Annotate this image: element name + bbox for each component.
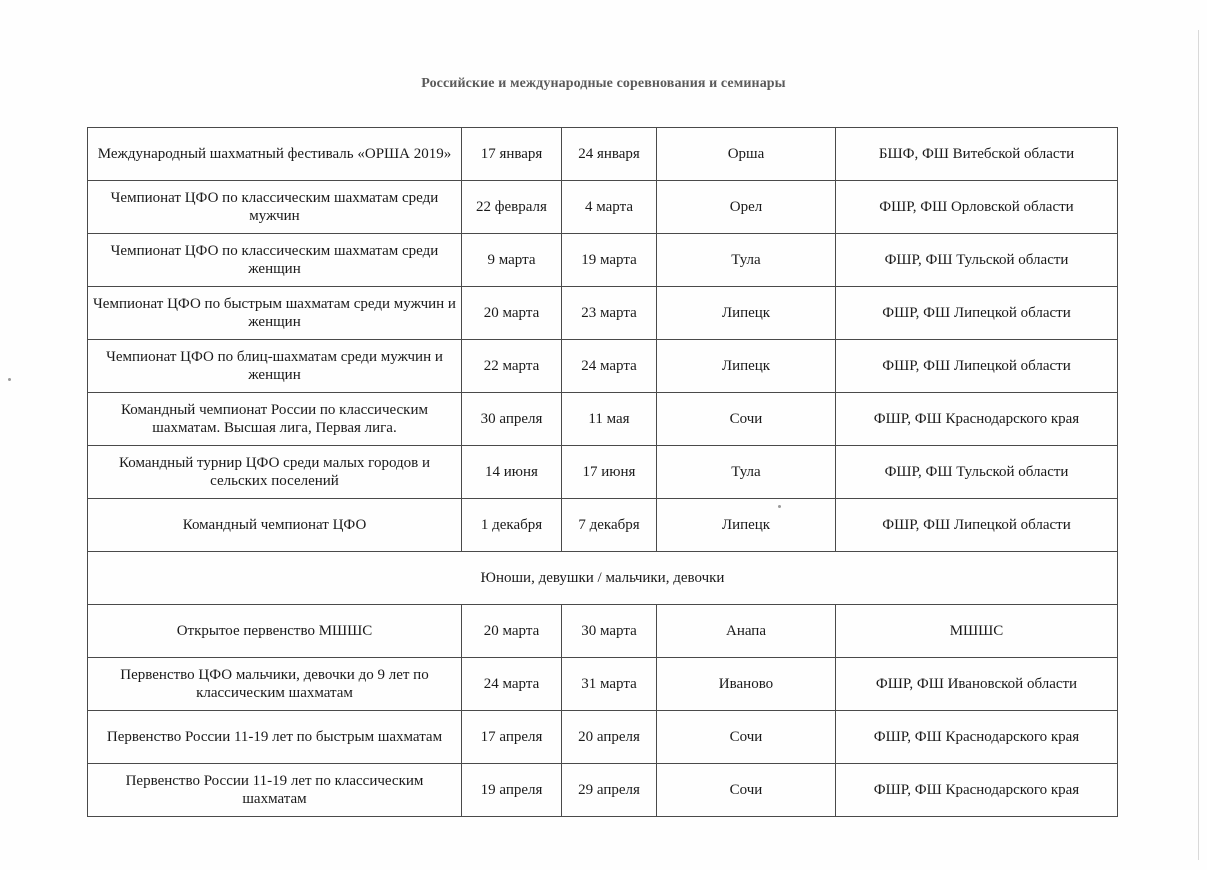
- event-name-cell: Чемпионат ЦФО по блиц-шахматам среди мужчин и женщин: [88, 340, 462, 393]
- start-date-cell: 22 февраля: [462, 181, 562, 234]
- start-date-cell: 1 декабря: [462, 499, 562, 552]
- organizer-cell: ФШР, ФШ Липецкой области: [836, 340, 1118, 393]
- start-date-cell: 9 марта: [462, 234, 562, 287]
- document-title: Российские и международные соревнования и семинары: [421, 76, 786, 91]
- table-row: [88, 711, 1118, 764]
- start-date-cell: 24 марта: [462, 658, 562, 711]
- youth-events-body: [88, 552, 1118, 817]
- table-row: [88, 658, 1118, 711]
- end-date-cell: 11 мая: [562, 393, 657, 446]
- section-header-row: [88, 552, 1118, 605]
- city-cell: Тула: [657, 446, 836, 499]
- city-cell: Сочи: [657, 764, 836, 817]
- organizer-cell: ФШР, ФШ Тульской области: [836, 446, 1118, 499]
- city-cell: Орел: [657, 181, 836, 234]
- organizer-cell: ФШР, ФШ Орловской области: [836, 181, 1118, 234]
- start-date-cell: 14 июня: [462, 446, 562, 499]
- end-date-cell: 20 апреля: [562, 711, 657, 764]
- table-row: [88, 446, 1118, 499]
- event-name-cell: Командный чемпионат ЦФО: [88, 499, 462, 552]
- end-date-cell: 4 марта: [562, 181, 657, 234]
- organizer-cell: МШШС: [836, 605, 1118, 658]
- table-row: [88, 340, 1118, 393]
- table-row: [88, 287, 1118, 340]
- city-cell: Иваново: [657, 658, 836, 711]
- table-row: [88, 499, 1118, 552]
- event-name-cell: Чемпионат ЦФО по быстрым шахматам среди мужчин и женщин: [88, 287, 462, 340]
- end-date-cell: 7 декабря: [562, 499, 657, 552]
- organizer-cell: БШФ, ФШ Витебской области: [836, 128, 1118, 181]
- event-name-cell: Чемпионат ЦФО по классическим шахматам среди женщин: [88, 234, 462, 287]
- organizer-cell: ФШР, ФШ Липецкой области: [836, 499, 1118, 552]
- end-date-cell: 24 марта: [562, 340, 657, 393]
- city-cell: Липецк: [657, 287, 836, 340]
- event-name-cell: Первенство России 11-19 лет по быстрым шахматам: [88, 711, 462, 764]
- event-name-cell: Чемпионат ЦФО по классическим шахматам среди мужчин: [88, 181, 462, 234]
- organizer-cell: ФШР, ФШ Краснодарского края: [836, 393, 1118, 446]
- table-row: [88, 393, 1118, 446]
- start-date-cell: 17 января: [462, 128, 562, 181]
- start-date-cell: 30 апреля: [462, 393, 562, 446]
- organizer-cell: ФШР, ФШ Липецкой области: [836, 287, 1118, 340]
- event-name-cell: Международный шахматный фестиваль «ОРША 2019»: [88, 128, 462, 181]
- end-date-cell: 19 марта: [562, 234, 657, 287]
- start-date-cell: 19 апреля: [462, 764, 562, 817]
- scan-edge-line: [1198, 30, 1199, 860]
- city-cell: Сочи: [657, 393, 836, 446]
- competition-schedule-table: [87, 127, 1118, 817]
- end-date-cell: 30 марта: [562, 605, 657, 658]
- organizer-cell: ФШР, ФШ Краснодарского края: [836, 711, 1118, 764]
- event-name-cell: Первенство ЦФО мальчики, девочки до 9 лет по классическим шахматам: [88, 658, 462, 711]
- organizer-cell: ФШР, ФШ Ивановской области: [836, 658, 1118, 711]
- youth-section-title: Юноши, девушки / мальчики, девочки: [88, 552, 1118, 605]
- start-date-cell: 17 апреля: [462, 711, 562, 764]
- start-date-cell: 20 марта: [462, 287, 562, 340]
- table-row: [88, 605, 1118, 658]
- organizer-cell: ФШР, ФШ Краснодарского края: [836, 764, 1118, 817]
- table-row: [88, 181, 1118, 234]
- event-name-cell: Командный турнир ЦФО среди малых городов и сельских поселений: [88, 446, 462, 499]
- event-name-cell: Командный чемпионат России по классическим шахматам. Высшая лига, Первая лига.: [88, 393, 462, 446]
- city-cell: Орша: [657, 128, 836, 181]
- end-date-cell: 31 марта: [562, 658, 657, 711]
- table-row: [88, 128, 1118, 181]
- end-date-cell: 23 марта: [562, 287, 657, 340]
- event-name-cell: Открытое первенство МШШС: [88, 605, 462, 658]
- event-name-cell: Первенство России 11-19 лет по классическим шахматам: [88, 764, 462, 817]
- city-cell: Сочи: [657, 711, 836, 764]
- city-cell: Тула: [657, 234, 836, 287]
- table-row: [88, 764, 1118, 817]
- start-date-cell: 22 марта: [462, 340, 562, 393]
- end-date-cell: 24 января: [562, 128, 657, 181]
- city-cell: Липецк: [657, 499, 836, 552]
- end-date-cell: 29 апреля: [562, 764, 657, 817]
- adult-events-body: [88, 128, 1118, 552]
- start-date-cell: 20 марта: [462, 605, 562, 658]
- scan-speck: [8, 378, 11, 381]
- end-date-cell: 17 июня: [562, 446, 657, 499]
- city-cell: Липецк: [657, 340, 836, 393]
- city-cell: Анапа: [657, 605, 836, 658]
- table-row: [88, 234, 1118, 287]
- organizer-cell: ФШР, ФШ Тульской области: [836, 234, 1118, 287]
